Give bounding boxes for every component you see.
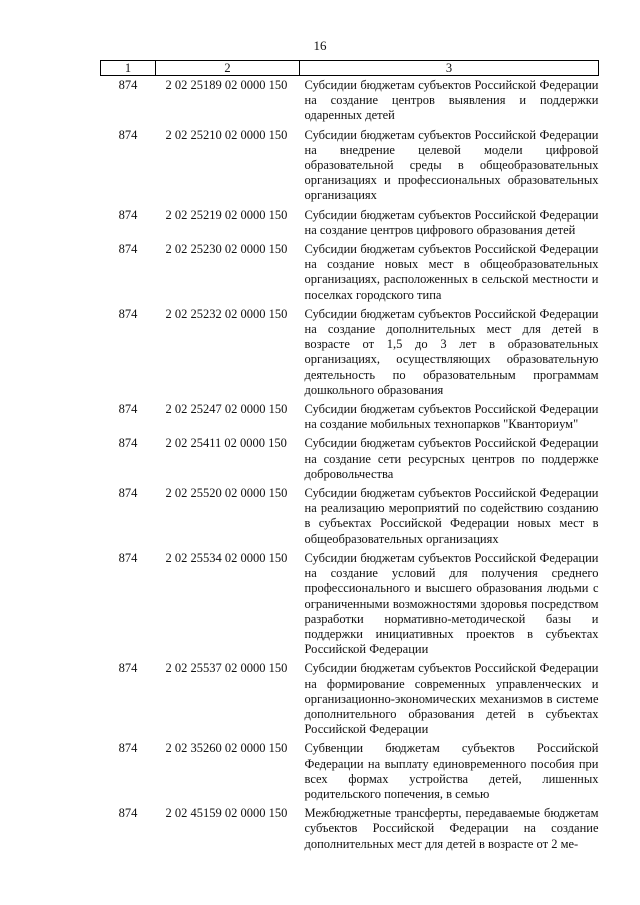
- admin-code-cell: 874: [118, 550, 138, 565]
- table-row: [101, 659, 599, 739]
- income-code-cell: 2 02 25232 02 0000 150: [165, 306, 288, 321]
- table-row: [101, 739, 599, 804]
- income-code-cell: 2 02 35260 02 0000 150: [165, 741, 288, 756]
- column-header-1: 1: [101, 61, 156, 76]
- table-row: [101, 126, 599, 206]
- description-cell: Межбюджетные трансферты, передаваемые бюджетам субъектов Российской Федерации на создание дополнительных мест для детей в возрасте от 2 ме-: [304, 806, 599, 851]
- page-number: 16: [313, 38, 327, 53]
- description-cell: Субсидии бюджетам субъектов Российской Федерации на создание дополнительных мест для детей в возрасте от 1,5 до 3 лет в образовательных организациях, осуществляющих образовательную деятельность по образовательным программам дошкольного образования: [304, 306, 599, 397]
- income-code-cell: 2 02 45159 02 0000 150: [165, 806, 288, 821]
- table-row: [101, 206, 599, 240]
- admin-code-cell: 874: [118, 741, 138, 756]
- admin-code-cell: 874: [118, 78, 138, 92]
- admin-code-cell: 874: [118, 486, 138, 501]
- description-cell: Субсидии бюджетам субъектов Российской Федерации на внедрение целевой модели цифровой образовательной среды в общеобразовательных организациях и профессиональных образовательных организациях: [304, 127, 599, 203]
- table-row: [101, 549, 599, 659]
- table-row: [101, 484, 599, 549]
- income-code-cell: 2 02 25520 02 0000 150: [165, 486, 288, 501]
- table-header-row: [101, 61, 599, 76]
- column-header-3: 3: [300, 61, 599, 76]
- admin-code-cell: 874: [118, 127, 138, 142]
- table-row: [101, 305, 599, 400]
- description-cell: Субсидии бюджетам субъектов Российской Федерации на создание мобильных технопарков "Кванториум": [304, 402, 599, 432]
- income-code-cell: 2 02 25411 02 0000 150: [165, 436, 287, 451]
- column-header-2: 2: [156, 61, 300, 76]
- description-cell: Субсидии бюджетам субъектов Российской Федерации на создание сети ресурсных центров по поддержке добровольчества: [304, 436, 599, 481]
- description-cell: Субсидии бюджетам субъектов Российской Федерации на реализацию мероприятий по содействию созданию в субъектах Российской Федерации новых мест в общеобразовательных организациях: [304, 486, 599, 546]
- admin-code-cell: 874: [118, 806, 138, 821]
- description-cell: Субсидии бюджетам субъектов Российской Федерации на создание условий для получения среднего профессионального и высшего образования людьми с ограниченными возможностями здоровья посредством разработки нормативно-методической базы и поддержки инициативных проектов в субъектах Российской Федерации: [304, 550, 599, 657]
- table-row: [101, 434, 599, 484]
- income-code-cell: 2 02 25537 02 0000 150: [165, 661, 288, 676]
- budget-code-table: [100, 60, 599, 854]
- income-code-cell: 2 02 25247 02 0000 150: [165, 402, 288, 417]
- admin-code-cell: 874: [118, 436, 138, 451]
- description-cell: Субсидии бюджетам субъектов Российской Федерации на создание центров выявления и поддержки одаренных детей: [304, 78, 599, 123]
- admin-code-cell: 874: [118, 306, 138, 321]
- description-cell: Субсидии бюджетам субъектов Российской Федерации на формирование современных управленческих и организационно-экономических механизмов в системе дополнительного образования детей в субъектах Российской Федерации: [304, 661, 599, 737]
- admin-code-cell: 874: [118, 242, 138, 257]
- income-code-cell: 2 02 25219 02 0000 150: [165, 207, 288, 222]
- income-code-cell: 2 02 25534 02 0000 150: [165, 550, 288, 565]
- table-row: [101, 400, 599, 434]
- table-row: [101, 240, 599, 305]
- admin-code-cell: 874: [118, 207, 138, 222]
- admin-code-cell: 874: [118, 402, 138, 417]
- admin-code-cell: 874: [118, 661, 138, 676]
- income-code-cell: 2 02 25210 02 0000 150: [165, 127, 288, 142]
- income-code-cell: 2 02 25230 02 0000 150: [165, 242, 288, 257]
- description-cell: Субсидии бюджетам субъектов Российской Федерации на создание новых мест в общеобразовательных организациях, расположенных в сельской местности и поселках городского типа: [304, 242, 599, 302]
- description-cell: Субвенции бюджетам субъектов Российской Федерации на выплату единовременного пособия при всех формах устройства детей, лишенных родительского попечения, в семью: [304, 741, 599, 801]
- income-code-cell: 2 02 25189 02 0000 150: [165, 78, 288, 92]
- table-row: [101, 76, 599, 126]
- description-cell: Субсидии бюджетам субъектов Российской Федерации на создание центров цифрового образования детей: [304, 207, 599, 237]
- table-row: [101, 804, 599, 854]
